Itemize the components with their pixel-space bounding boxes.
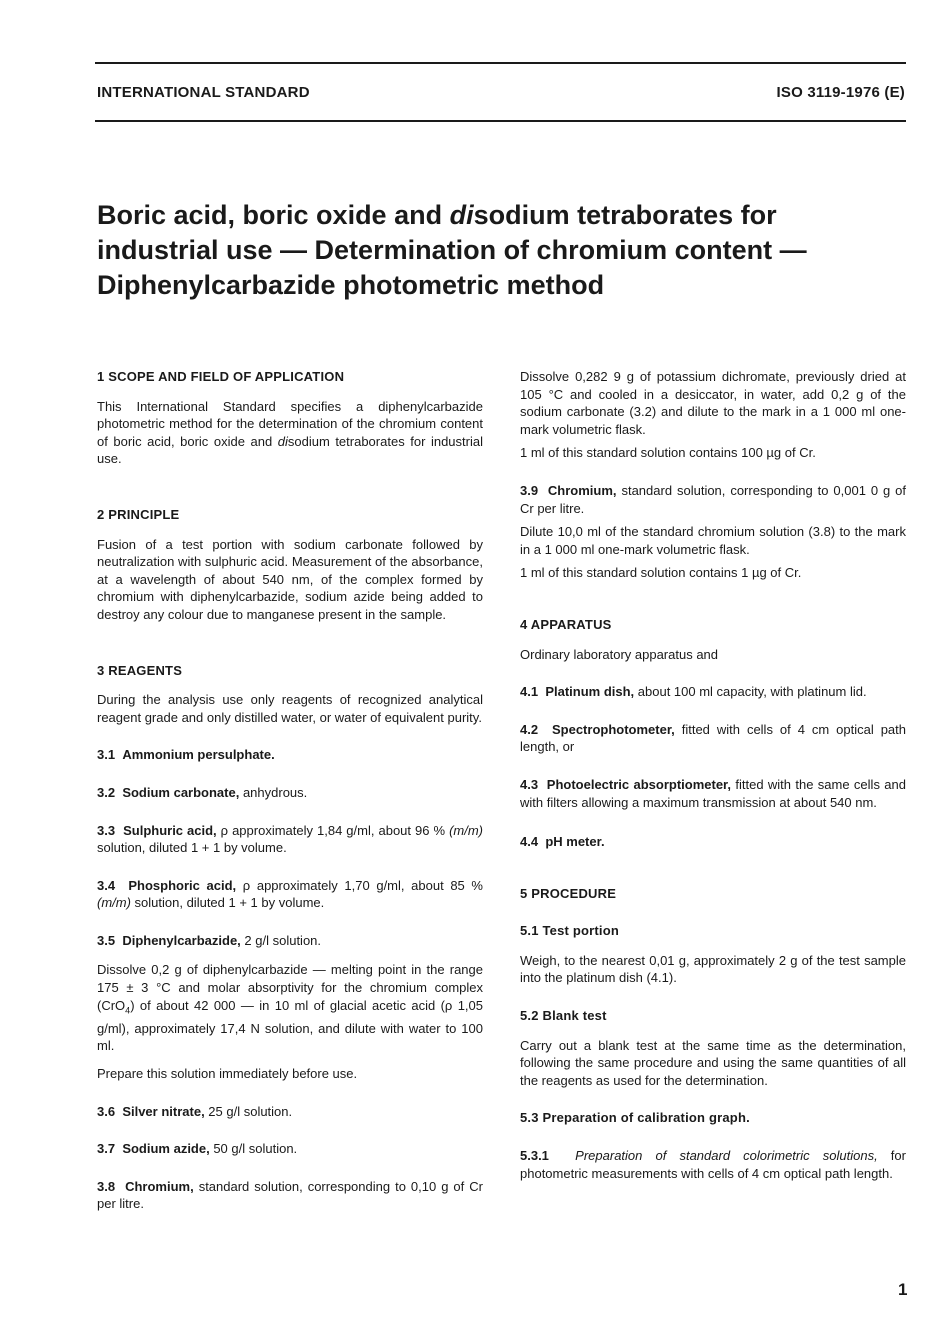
section-1-text: This International Standard specifies a diphenylcarbazide photometric method for the determination of the chromium content of boric acid, boric oxide and disodium tetraborates for industrial use.	[97, 398, 483, 467]
reagent-3-3: 3.3 Sulphuric acid, ρ approximately 1,84 g/ml, about 96 % (m/m) solution, diluted 1 + 1 by volume.	[97, 822, 483, 856]
section-3-heading: 3 REAGENTS	[97, 662, 183, 678]
reagent-3-4: 3.4 Phosphoric acid, ρ approximately 1,70 g/ml, about 85 % (m/m) solution, diluted 1 + 1 by volume.	[97, 877, 483, 911]
reagent-3-8: 3.8 Chromium, standard solution, corresponding to 0,10 g of Cr per litre.	[97, 1178, 483, 1212]
reagent-3-2: 3.2 Sodium carbonate, anhydrous.	[97, 784, 308, 800]
apparatus-4-1: 4.1 Platinum dish, about 100 ml capacity, with platinum lid.	[520, 684, 867, 700]
reagent-3-8-note: 1 ml of this standard solution contains 100 µg of Cr.	[520, 445, 816, 461]
apparatus-4-3: 4.3 Photoelectric absorptiometer, fitted with the same cells and with filters allowing a maximum transmission at about 540 nm.	[520, 776, 906, 810]
reagent-3-9: 3.9 Chromium, standard solution, corresponding to 0,001 0 g of Cr per litre.	[520, 482, 906, 516]
document-title: Boric acid, boric oxide and disodium tetraborates for industrial use — Determination of chromium content — Diphenylcarbazide photometric method	[97, 200, 807, 300]
reagent-3-6: 3.6 Silver nitrate, 25 g/l solution.	[97, 1103, 293, 1119]
section-4-heading: 4 APPARATUS	[520, 616, 612, 632]
apparatus-4-2: 4.2 Spectrophotometer, fitted with cells of 4 cm optical path length, or	[520, 721, 906, 755]
procedure-5-1-heading: 5.1 Test portion	[520, 923, 620, 939]
reagent-3-5-text: Dissolve 0,2 g of diphenylcarbazide — melting point in the range 175 ± 3 °C and molar absorptivity for the chromium complex (CrO$_4$) of about 42 000 — in 10 ml of glacial acetic acid (ρ 1,05 g/ml), approximately 17,4 N solution, and dilute with water to 100 ml.	[97, 962, 483, 1054]
top-rule	[95, 62, 906, 64]
section-1-heading: 1 SCOPE AND FIELD OF APPLICATION	[97, 369, 345, 384]
section-2-text: Fusion of a test portion with sodium carbonate followed by neutralization with sulphuric acid. Measurement of the absorbance, at a wavelength of about 540 nm, of the complex formed by chromium with diphenylcarbazide, sodium azide being added to destroy any colour due to manganese present in the sample.	[97, 536, 483, 622]
left-column	[97, 368, 483, 1213]
reagent-3-7: 3.7 Sodium azide, 50 g/l solution.	[97, 1141, 298, 1157]
apparatus-4-4: 4.4 pH meter.	[520, 834, 605, 850]
reagent-3-5: 3.5 Diphenylcarbazide, 2 g/l solution.	[97, 932, 322, 948]
reagent-3-1: 3.1 Ammonium persulphate.	[97, 747, 275, 763]
reagent-3-9-text: Dilute 10,0 ml of the standard chromium solution (3.8) to the mark in a 1 000 ml one-mark volumetric flask.	[520, 524, 906, 557]
reagent-3-5-note: Prepare this solution immediately before use.	[97, 1066, 358, 1082]
section-3-text: During the analysis use only reagents of recognized analytical reagent grade and only distilled water, or water of equivalent purity.	[97, 692, 483, 725]
section-4-text: Ordinary laboratory apparatus and	[520, 646, 719, 662]
section-5-heading: 5 PROCEDURE	[520, 885, 617, 901]
procedure-5-2-heading: 5.2 Blank test	[520, 1008, 607, 1024]
procedure-5-1-text: Weigh, to the nearest 0,01 g, approximately 2 g of the test sample into the platinum dish (4.1).	[520, 952, 906, 986]
procedure-5-3-1: 5.3.1 Preparation of standard colorimetric solutions, for photometric measurements with cells of 4 cm optical path length.	[520, 1148, 906, 1181]
header-right: ISO 3119-1976 (E)	[776, 84, 905, 101]
procedure-5-3-heading: 5.3 Preparation of calibration graph.	[520, 1110, 750, 1126]
header-rule	[95, 120, 906, 122]
page-number: 1	[898, 1280, 908, 1299]
right-column	[520, 368, 906, 1182]
procedure-5-2-text: Carry out a blank test at the same time as the determination, following the same procedure and using the same quantities of all the reagents as used for the determination.	[520, 1037, 906, 1088]
reagent-3-9-note: 1 ml of this standard solution contains 1 µg of Cr.	[520, 565, 802, 581]
section-2-heading: 2 PRINCIPLE	[97, 506, 180, 522]
header-left: INTERNATIONAL STANDARD	[97, 84, 310, 101]
reagent-3-8-text: Dissolve 0,282 9 g of potassium dichromate, previously dried at 105 °C and cooled in a desiccator, in water, add 0,2 g of the sodium carbonate (3.2) and dilute to the mark in a 1 000 ml one-mark volumetric flask.	[520, 369, 906, 437]
